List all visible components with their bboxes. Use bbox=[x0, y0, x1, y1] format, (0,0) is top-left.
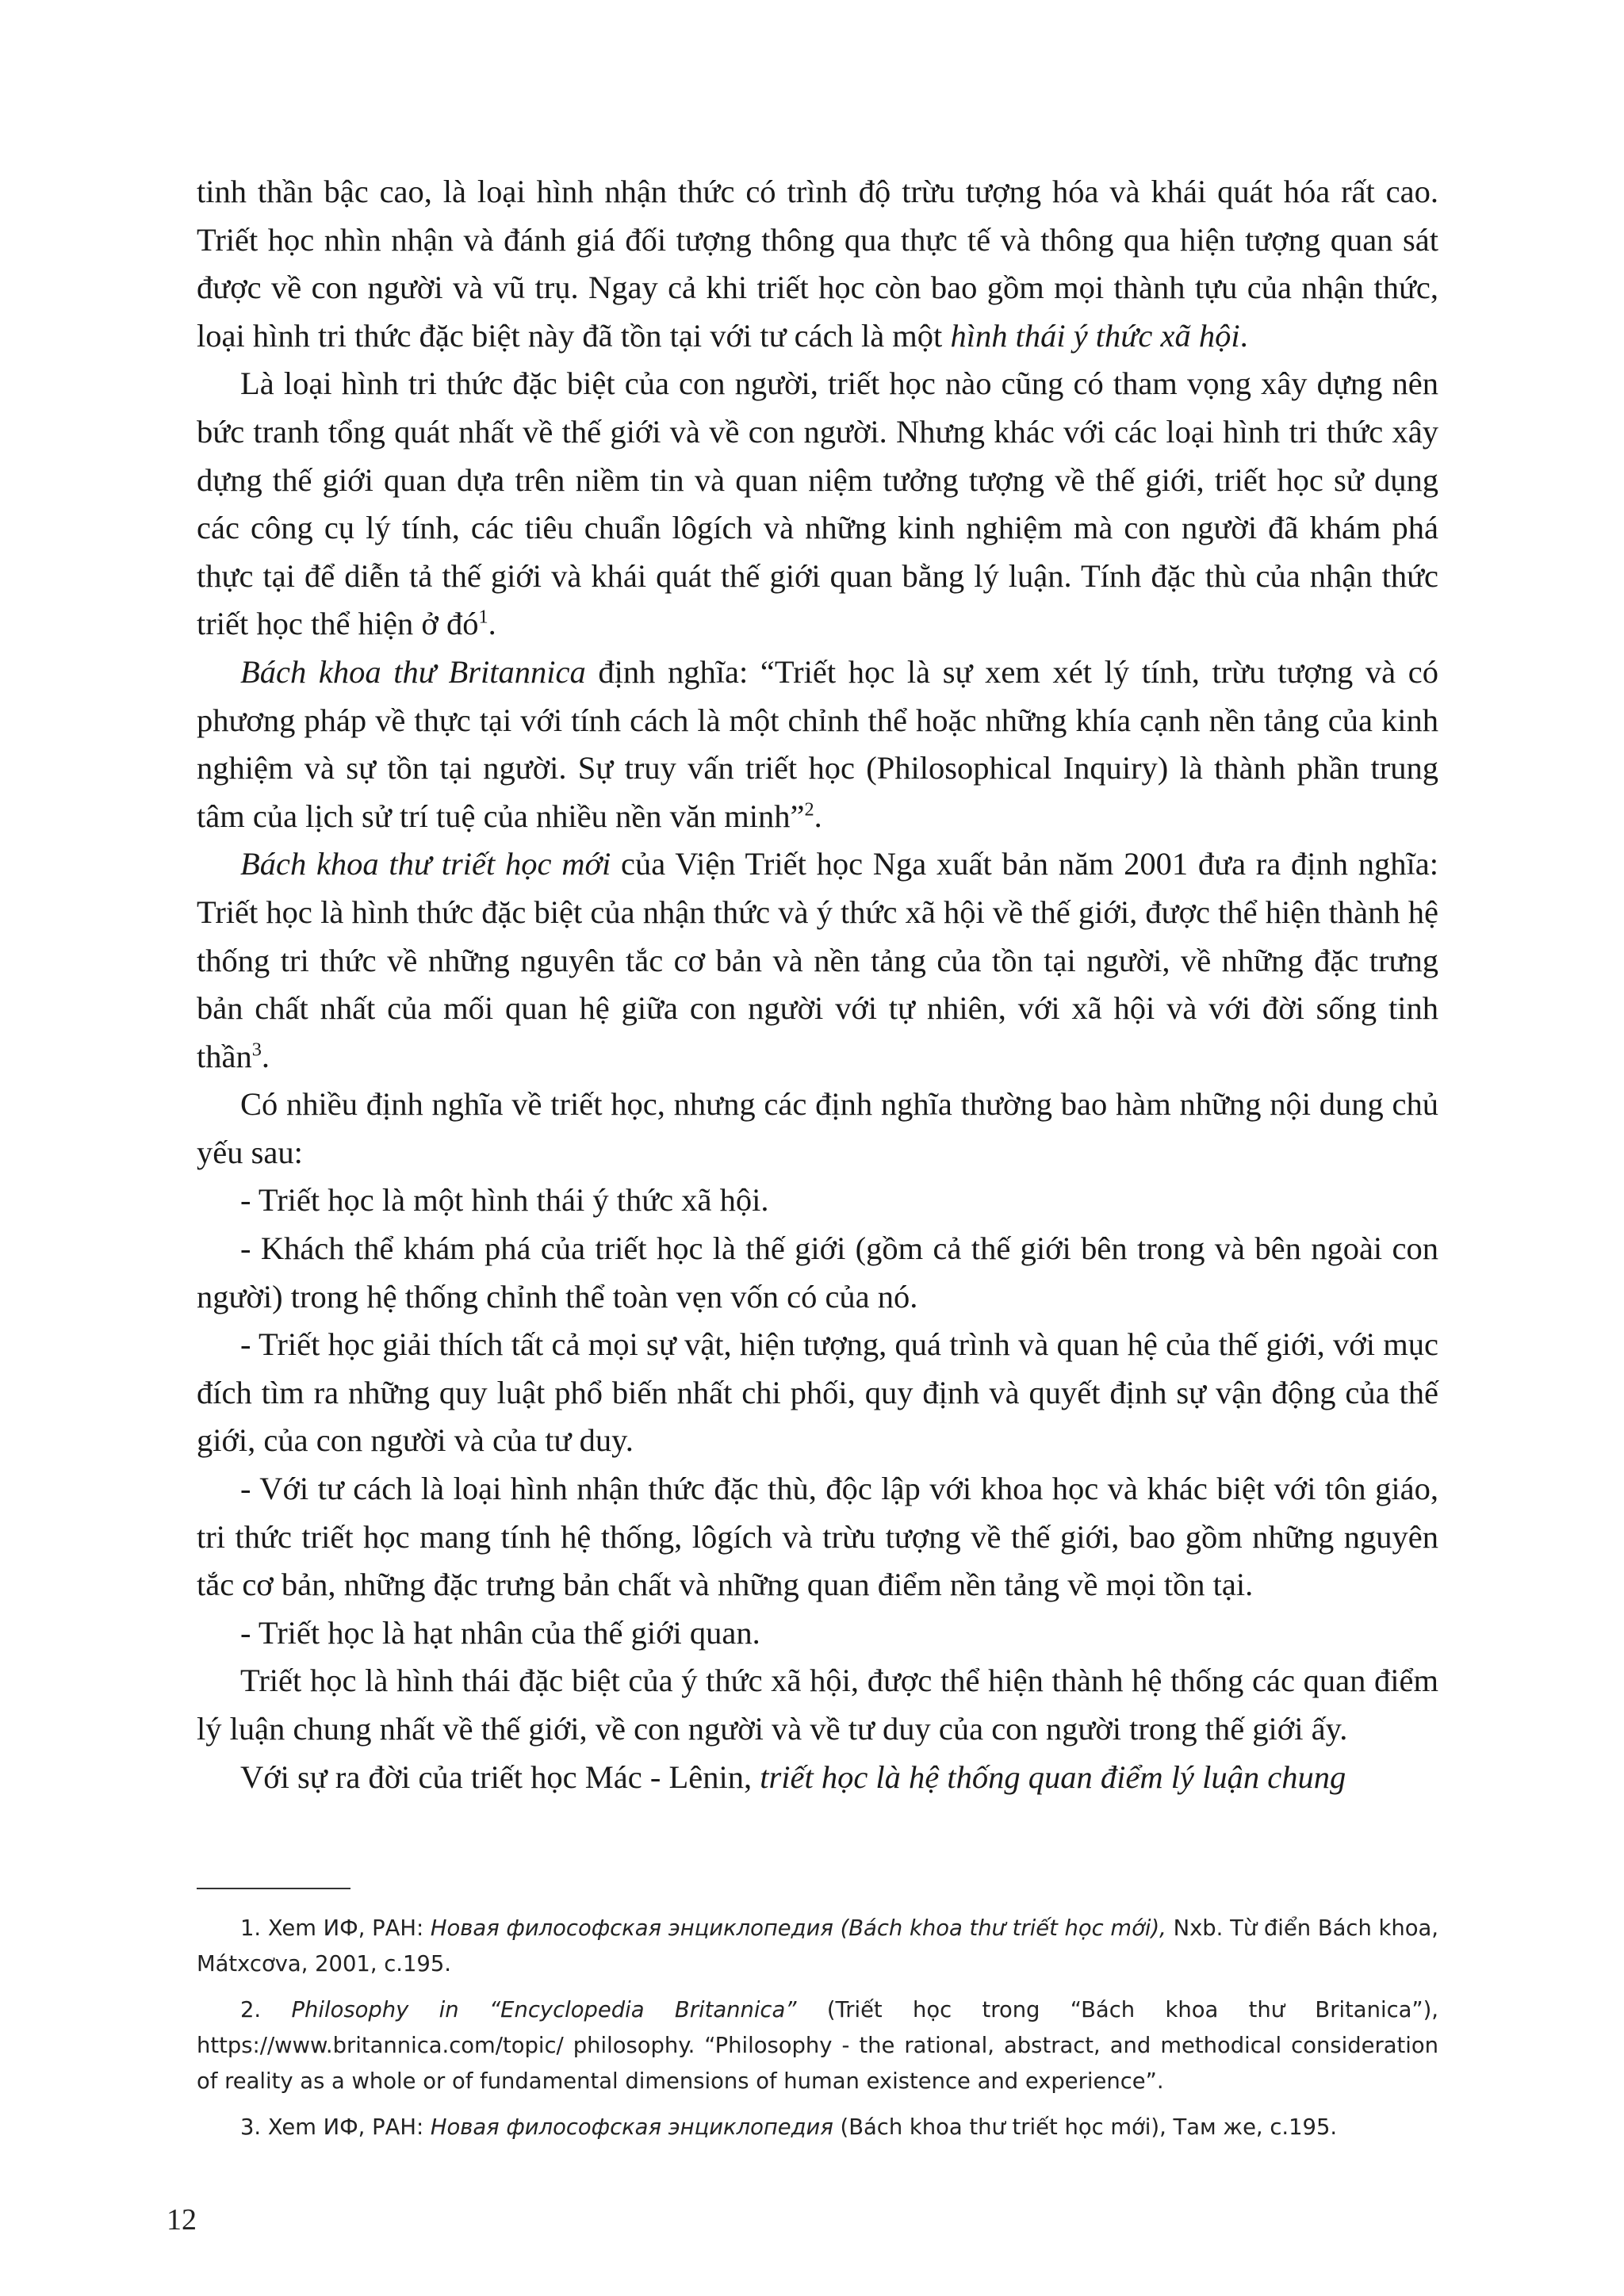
italic-term: hình thái ý thức xã hội bbox=[950, 317, 1240, 354]
text-run: (Triết học trong “Bách khoa thư Britanica”), https://www.britannica.com/topic/ philosophy. “Philosophy - the rational, abstract, and methodical consideration of reality as a whole or of fundamental dimensions of human existence and experience”. bbox=[197, 1998, 1438, 2094]
text-run: . bbox=[488, 606, 496, 642]
text-run: 2. bbox=[240, 1998, 292, 2022]
paragraph bbox=[197, 649, 1438, 840]
text-run: . bbox=[261, 1038, 270, 1074]
italic-definition: triết học là hệ thống quan điểm lý luận chung bbox=[760, 1758, 1346, 1795]
list-item: - Triết học là hạt nhân của thế giới quan. bbox=[240, 1614, 760, 1651]
text-run: . bbox=[1239, 317, 1248, 354]
text-run: Nxb. Từ điển Bách khoa, Mátxcơva, 2001, c.195. bbox=[197, 1916, 1438, 1976]
text-run: 3. Xem ИФ, РАН: bbox=[240, 2115, 431, 2140]
footnote-ref: 3 bbox=[251, 1039, 262, 1061]
footnotes bbox=[197, 1911, 1438, 2156]
paragraph-continuation bbox=[197, 168, 1438, 360]
italic-title: Новая философская энциклопедия bbox=[430, 2115, 833, 2140]
italic-title: Philosophy in “Encyclopedia Britannica” bbox=[291, 1998, 797, 2022]
page-number: 12 bbox=[167, 2203, 197, 2237]
text-run: của Viện Triết học Nga xuất bản năm 2001 đưa ra định nghĩa: Triết học là hình thức đặc biệt của nhận thức và ý thức xã hội về thế giới, được thể hiện thành hệ thống tri thức về những nguyên tắc cơ bản và nền tảng của tồn tại người, về những đặc trưng bản chất nhất của mối quan hệ giữa con người với tự nhiên, với xã hội và với đời sống tinh thần bbox=[197, 846, 1438, 1074]
paragraph bbox=[197, 840, 1438, 1081]
list-item: - Với tư cách là loại hình nhận thức đặc thù, độc lập với khoa học và khác biệt với tôn giáo, tri thức triết học mang tính hệ thống, lôgích và trừu tượng về thế giới, bao gồm những nguyên tắc cơ bản, những đặc trưng bản chất và những quan điểm nền tảng về mọi tồn tại. bbox=[197, 1471, 1438, 1603]
footnote-separator bbox=[197, 1888, 350, 1889]
main-text bbox=[197, 168, 1438, 1801]
paragraph: Triết học là hình thái đặc biệt của ý thức xã hội, được thể hiện thành hệ thống các quan điểm lý luận chung nhất về thế giới, về con người và về tư duy của con người trong thế giới ấy. bbox=[197, 1663, 1438, 1747]
footnote-3 bbox=[197, 2110, 1438, 2145]
paragraph: Có nhiều định nghĩa về triết học, nhưng các định nghĩa thường bao hàm những nội dung chủ yếu sau: bbox=[197, 1086, 1438, 1170]
text-run: tinh thần bậc cao, là loại hình nhận thức có trình độ trừu tượng hóa và khái quát hóa rất cao. Triết học nhìn nhận và đánh giá đối tượng thông qua thực tế và thông qua hiện tượng quan sát được về con người và vũ trụ. Ngay cả khi triết học còn bao gồm mọi thành tựu của nhận thức, loại hình tri thức đặc biệt này đã tồn tại với tư cách là một bbox=[197, 174, 1438, 354]
paragraph bbox=[197, 360, 1438, 649]
text-run: Là loại hình tri thức đặc biệt của con người, triết học nào cũng có tham vọng xây dựng nên bức tranh tổng quát nhất về thế giới và về con người. Nhưng khác với các loại hình tri thức xây dựng thế giới quan dựa trên niềm tin và quan niệm tưởng tượng về thế giới, triết học sử dụng các công cụ lý tính, các tiêu chuẩn lôgích và những kinh nghiệm mà con người đã khám phá thực tại để diễn tả thế giới và khái quát thế giới quan bằng lý luận. Tính đặc thù của nhận thức triết học thể hiện ở đó bbox=[197, 365, 1438, 642]
footnote-ref: 1 bbox=[478, 606, 488, 628]
text-run: Với sự ra đời của triết học Mác - Lênin, bbox=[240, 1758, 760, 1795]
text-run: . bbox=[814, 798, 822, 834]
list-item: - Khách thể khám phá của triết học là thế giới (gồm cả thế giới bên trong và bên ngoài con người) trong hệ thống chỉnh thể toàn vẹn vốn có của nó. bbox=[197, 1230, 1438, 1314]
text-run: 1. Xem ИФ, РАН: bbox=[240, 1916, 431, 1941]
text-run: định nghĩa: “Triết học là sự xem xét lý tính, trừu tượng và có phương pháp về thực tại với tính cách là một chỉnh thể hoặc những khía cạnh nền tảng của kinh nghiệm và sự tồn tại người. Sự truy vấn triết học (Philosophical Inquiry) là thành phần trung tâm của lịch sử trí tuệ của nhiều nền văn minh” bbox=[197, 653, 1438, 834]
footnote-1 bbox=[197, 1911, 1438, 1982]
italic-title: Bách khoa thư triết học mới bbox=[240, 846, 611, 882]
list-item: - Triết học là một hình thái ý thức xã hội. bbox=[240, 1182, 769, 1219]
footnote-2 bbox=[197, 1992, 1438, 2099]
paragraph bbox=[197, 1754, 1438, 1802]
italic-title: Новая философская энциклопедия (Bách khoa thư triết học mới), bbox=[430, 1916, 1166, 1941]
italic-title: Bách khoa thư Britannica bbox=[240, 653, 586, 690]
footnote-ref: 2 bbox=[804, 798, 814, 821]
list-item: - Triết học giải thích tất cả mọi sự vật, hiện tượng, quá trình và quan hệ của thế giới, với mục đích tìm ra những quy luật phổ biến nhất chi phối, quy định và quyết định sự vận động của thế giới, của con người và của tư duy. bbox=[197, 1326, 1438, 1459]
text-run: (Bách khoa thư triết học mới), Там же, c.195. bbox=[833, 2115, 1338, 2140]
